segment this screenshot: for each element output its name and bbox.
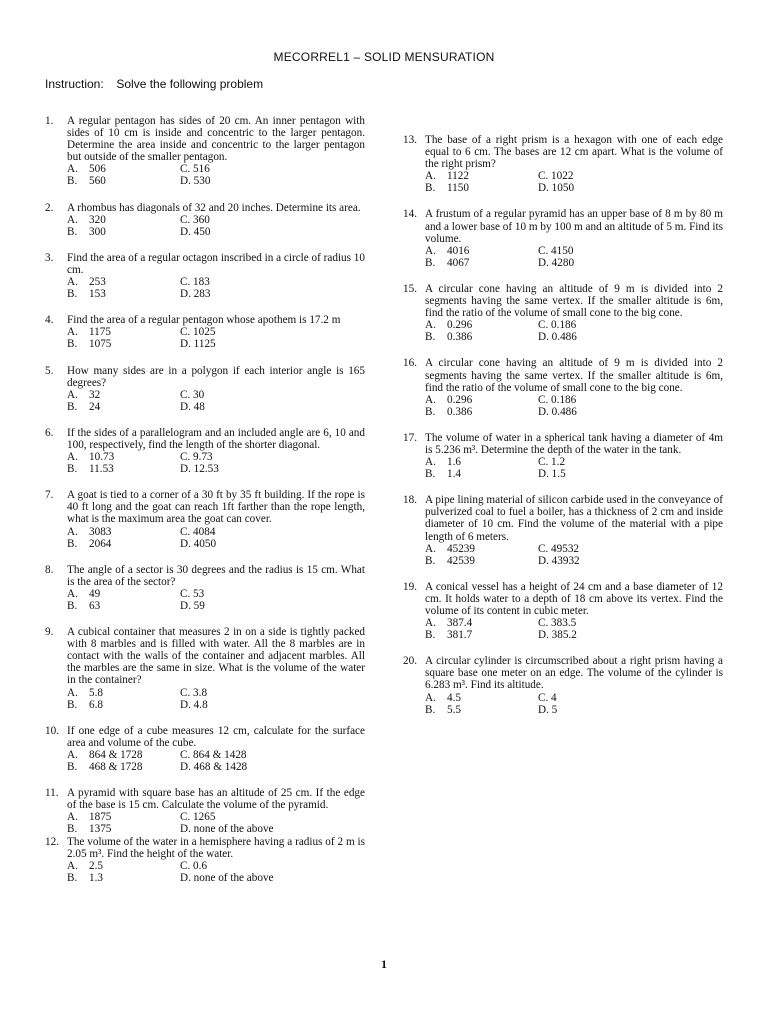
question-text: A cubical container that measures 2 in on a side is tightly packed with 8 marbles and is filled with water. All the 8 marbles are in contact with the walls of the container and adjacent marbles. All the marbles are the same in size. What is the volume of the water in the container? [67, 626, 365, 687]
choice-value: 5.5 [447, 703, 461, 716]
answer-choice [180, 749, 293, 761]
answer-choice [67, 749, 180, 761]
choice-value: D. 5 [538, 703, 558, 716]
answer-choice [67, 338, 180, 350]
choice-value: C. 30 [180, 388, 205, 401]
question-number: 16. [403, 357, 417, 370]
choice-value: 1175 [89, 326, 111, 339]
choice-value: D. 450 [180, 225, 211, 238]
answer-choice [67, 811, 180, 823]
document-title: MECORREL1 – SOLID MENSURATION [273, 50, 495, 64]
choice-value: C. 1265 [180, 811, 216, 824]
choice-letter: A. [425, 393, 436, 406]
question-text: A conical vessel has a height of 24 cm and a base diameter of 12 cm. It holds water to a depth of 18 cm above its vertex. Find the volume of its content in cubic meter. [425, 580, 723, 617]
question-text: If the sides of a parallelogram and an included angle are 6, 10 and 100, respectively, find the length of the shorter diagonal. [67, 426, 365, 451]
answer-choice [180, 451, 293, 463]
choice-letter: B. [67, 288, 78, 301]
choice-letter: B. [425, 629, 436, 642]
answer-choice [538, 182, 651, 194]
answer-choice [538, 331, 651, 343]
choice-value: 1122 [447, 170, 469, 183]
answer-choice [67, 687, 180, 699]
question-number: 18. [403, 494, 417, 507]
choice-letter: B. [425, 331, 436, 344]
choice-value: 1375 [89, 823, 112, 836]
question-item [45, 252, 365, 300]
question-item [45, 787, 365, 835]
question-number: 17. [403, 431, 417, 444]
choice-value: 506 [89, 163, 106, 176]
answer-choice [67, 389, 180, 401]
choice-letter: B. [67, 871, 78, 884]
question-number: 7. [45, 489, 54, 502]
question-text: A rhombus has diagonals of 32 and 20 inches. Determine its area. [67, 201, 361, 214]
choice-value: 5.8 [89, 686, 103, 699]
answer-choice [180, 860, 293, 872]
choice-letter: A. [425, 170, 436, 183]
choice-value: 1150 [447, 182, 469, 195]
choice-value: C. 0.186 [538, 393, 577, 406]
question-item [403, 655, 723, 715]
choice-value: 2.5 [89, 859, 103, 872]
answer-choice [538, 245, 651, 257]
choice-letter: A. [67, 163, 78, 176]
question-item [45, 626, 365, 711]
choice-letter: A. [67, 451, 78, 464]
choice-value: C. 4084 [180, 525, 216, 538]
question-item [45, 427, 365, 475]
answer-choice [425, 319, 538, 331]
choice-value: D. 530 [180, 175, 211, 188]
choice-value: 381.7 [447, 629, 473, 642]
answer-choice [425, 245, 538, 257]
question-text: A circular cylinder is circumscribed about a right prism having a square base one meter on an edge. The volume of the cylinder is 6.283 m³. Find its altitude. [425, 655, 723, 692]
answer-choice [67, 600, 180, 612]
question-number: 10. [45, 724, 59, 737]
page-number: 1 [381, 957, 387, 971]
answer-choice [180, 872, 293, 884]
answer-choice [538, 543, 651, 555]
question-text: A frustum of a regular pyramid has an upper base of 8 m by 80 m and a lower base of 10 m by 100 m and an altitude of 5 m. Find its volume. [425, 208, 723, 245]
choice-value: D. 4280 [538, 256, 575, 269]
choice-letter: A. [67, 859, 78, 872]
answer-choice [180, 288, 293, 300]
answer-choice [425, 331, 538, 343]
choice-letter: A. [67, 326, 78, 339]
answer-choice [180, 538, 293, 550]
question-number: 9. [45, 626, 54, 639]
choice-letter: A. [67, 748, 78, 761]
question-item [403, 208, 723, 268]
answer-choice [425, 617, 538, 629]
choice-value: D. 0.486 [538, 405, 577, 418]
answer-choice [538, 555, 651, 567]
choice-letter: B. [425, 703, 436, 716]
choice-value: C. 864 & 1428 [180, 748, 247, 761]
answer-choice [67, 588, 180, 600]
question-text: The volume of the water in a hemisphere having a radius of 2 m is 2.05 m³. Find the height of the water. [67, 835, 365, 860]
answer-choice [180, 226, 293, 238]
choice-value: 4.5 [447, 691, 461, 704]
choice-letter: B. [67, 761, 78, 774]
choice-value: 0.386 [447, 405, 473, 418]
question-text: The base of a right prism is a hexagon with one of each edge equal to 6 cm. The bases are 12 cm apart. What is the volume of the right prism? [425, 134, 723, 171]
answer-choice [425, 629, 538, 641]
question-text: A circular cone having an altitude of 9 m is divided into 2 segments having the same vertex. If the smaller altitude is 6m, find the ratio of the volume of small cone to the big cone. [425, 357, 723, 394]
answer-choice [180, 811, 293, 823]
choice-letter: B. [67, 463, 78, 476]
question-number: 1. [45, 115, 54, 127]
answer-choice [538, 629, 651, 641]
choice-letter: A. [425, 319, 436, 332]
answer-choice [67, 163, 180, 175]
question-text: If one edge of a cube measures 12 cm, calculate for the surface area and volume of the cube. [67, 724, 365, 749]
question-number: 13. [403, 134, 417, 146]
choice-value: 1875 [89, 811, 112, 824]
question-item [403, 432, 723, 480]
choice-letter: B. [67, 823, 78, 836]
question-number: 4. [45, 314, 54, 327]
answer-choice [425, 468, 538, 480]
answer-choice [67, 276, 180, 288]
choice-value: C. 516 [180, 163, 210, 176]
choice-letter: B. [67, 400, 78, 413]
answer-choice [180, 588, 293, 600]
choice-value: 387.4 [447, 617, 473, 630]
choice-letter: A. [425, 244, 436, 257]
choice-value: 1.4 [447, 468, 461, 481]
choice-letter: B. [67, 600, 78, 612]
answer-choice [538, 257, 651, 269]
choice-value: 1.3 [89, 871, 103, 884]
choice-value: D. 385.2 [538, 629, 577, 642]
choice-value: 42539 [447, 554, 475, 567]
question-item [403, 134, 723, 194]
choice-value: 3083 [89, 525, 112, 538]
choice-letter: B. [425, 554, 436, 567]
answer-choice [538, 468, 651, 480]
answer-choice [538, 394, 651, 406]
answer-choice [67, 288, 180, 300]
answer-choice [180, 687, 293, 699]
question-item [45, 365, 365, 413]
answer-choice [180, 389, 293, 401]
answer-choice [425, 257, 538, 269]
right-question-column [403, 134, 723, 730]
choice-value: D. 4050 [180, 537, 217, 550]
choice-value: C. 0.186 [538, 319, 577, 332]
choice-value: 864 & 1728 [89, 748, 143, 761]
answer-choice [180, 526, 293, 538]
question-text: A pipe lining material of silicon carbide used in the conveyance of pulverized coal to fuel a boiler, has a thickness of 2 cm and inside diameter of 10 cm. Find the volume of the material with a pipe length of 6 meters. [425, 494, 723, 543]
answer-choice [538, 456, 651, 468]
question-item [45, 564, 365, 612]
choice-value: D. 1.5 [538, 468, 566, 481]
choice-value: C. 3.8 [180, 686, 208, 699]
question-text: The volume of water in a spherical tank having a diameter of 4m is 5.236 m³. Determine the depth of the water in the tank. [425, 431, 723, 456]
choice-letter: B. [425, 468, 436, 481]
question-number: 14. [403, 208, 417, 221]
choice-value: 0.296 [447, 393, 473, 406]
question-item [403, 283, 723, 343]
choice-value: 6.8 [89, 698, 103, 711]
choice-letter: A. [67, 686, 78, 699]
choice-value: C. 183 [180, 276, 210, 289]
question-item [45, 314, 365, 350]
answer-choice [538, 406, 651, 418]
answer-choice [67, 860, 180, 872]
question-item [403, 581, 723, 641]
choice-value: D. 43932 [538, 554, 580, 567]
choice-value: 49 [89, 587, 101, 600]
question-number: 19. [403, 580, 417, 593]
question-number: 5. [45, 364, 54, 377]
choice-value: 63 [89, 600, 101, 612]
choice-letter: A. [425, 691, 436, 704]
choice-value: 4067 [447, 256, 470, 269]
answer-choice [67, 463, 180, 475]
choice-value: 300 [89, 225, 106, 238]
answer-choice [180, 600, 293, 612]
choice-value: D. none of the above [180, 871, 274, 884]
answer-choice [425, 456, 538, 468]
answer-choice [180, 699, 293, 711]
choice-value: 1.6 [447, 456, 461, 469]
choice-value: 4016 [447, 244, 470, 257]
question-item [403, 357, 723, 417]
answer-choice [67, 175, 180, 187]
choice-value: D. 0.486 [538, 331, 577, 344]
choice-letter: B. [67, 698, 78, 711]
question-text: A pyramid with square base has an altitude of 25 cm. If the edge of the base is 15 cm. Calculate the volume of the pyramid. [67, 787, 365, 812]
question-number: 3. [45, 251, 54, 264]
choice-value: D. 4.8 [180, 698, 208, 711]
question-item [45, 489, 365, 549]
choice-value: D. none of the above [180, 823, 274, 836]
answer-choice [425, 704, 538, 716]
left-question-column [45, 115, 365, 898]
question-number: 6. [45, 426, 54, 439]
choice-value: 153 [89, 288, 106, 301]
question-number: 8. [45, 563, 54, 576]
question-number: 11. [45, 787, 59, 800]
answer-choice [425, 394, 538, 406]
answer-choice [180, 338, 293, 350]
answer-choice [180, 823, 293, 835]
question-item [45, 115, 365, 188]
choice-value: C. 0.6 [180, 859, 208, 872]
answer-choice [538, 170, 651, 182]
choice-letter: A. [67, 213, 78, 226]
question-item [45, 725, 365, 773]
answer-choice [538, 704, 651, 716]
choice-letter: B. [425, 405, 436, 418]
choice-letter: A. [425, 542, 436, 555]
answer-choice [67, 526, 180, 538]
question-text: The angle of a sector is 30 degrees and the radius is 15 cm. What is the area of the sector? [67, 563, 365, 588]
choice-letter: B. [67, 338, 78, 351]
choice-value: 32 [89, 388, 101, 401]
choice-value: C. 4150 [538, 244, 574, 257]
choice-letter: A. [425, 456, 436, 469]
answer-choice [67, 401, 180, 413]
choice-letter: A. [67, 811, 78, 824]
answer-choice [538, 319, 651, 331]
choice-value: C. 1.2 [538, 456, 566, 469]
instruction-line [45, 77, 263, 91]
choice-value: 560 [89, 175, 106, 188]
choice-letter: B. [425, 256, 436, 269]
answer-choice [67, 226, 180, 238]
answer-choice [67, 823, 180, 835]
choice-letter: B. [67, 537, 78, 550]
choice-value: C. 1022 [538, 170, 574, 183]
answer-choice [180, 175, 293, 187]
instruction-label: Instruction: [45, 77, 104, 91]
choice-value: D. 1050 [538, 182, 575, 195]
choice-value: 2064 [89, 537, 112, 550]
choice-letter: A. [67, 276, 78, 289]
question-number: 15. [403, 282, 417, 295]
choice-value: C. 360 [180, 213, 210, 226]
answer-choice [180, 326, 293, 338]
choice-value: C. 9.73 [180, 451, 213, 464]
choice-value: D. 283 [180, 288, 211, 301]
question-text: How many sides are in a polygon if each interior angle is 165 degrees? [67, 364, 365, 389]
question-text: A circular cone having an altitude of 9 m is divided into 2 segments having the same vertex. If the smaller altitude is 6m, find the ratio of the volume of small cone to the big cone. [425, 282, 723, 320]
choice-value: 10.73 [89, 451, 115, 464]
choice-value: 320 [89, 213, 106, 226]
choice-value: D. 468 & 1428 [180, 761, 248, 774]
answer-choice [425, 692, 538, 704]
choice-value: 45239 [447, 542, 475, 555]
answer-choice [538, 692, 651, 704]
choice-letter: B. [67, 225, 78, 238]
answer-choice [538, 617, 651, 629]
answer-choice [180, 463, 293, 475]
answer-choice [180, 163, 293, 175]
choice-value: C. 383.5 [538, 617, 577, 630]
question-number: 20. [403, 655, 417, 668]
choice-value: D. 59 [180, 600, 205, 612]
choice-value: D. 1125 [180, 338, 216, 351]
choice-letter: A. [67, 525, 78, 538]
choice-value: 0.296 [447, 319, 473, 332]
choice-value: C. 1025 [180, 326, 216, 339]
question-item [45, 202, 365, 238]
instruction-text: Solve the following problem [116, 77, 264, 91]
choice-value: 24 [89, 400, 101, 413]
question-number: 12. [45, 835, 59, 848]
choice-value: C. 4 [538, 691, 557, 704]
answer-choice [180, 214, 293, 226]
answer-choice [67, 326, 180, 338]
question-text: A regular pentagon has sides of 20 cm. An inner pentagon with sides of 10 cm is inside and concentric to the larger pentagon. Determine the area inside and concentric to the larger pentagon but outside of the smaller pentagon. [67, 115, 365, 164]
question-item [403, 494, 723, 567]
answer-choice [67, 872, 180, 884]
question-number: 2. [45, 201, 54, 214]
choice-value: 468 & 1728 [89, 761, 143, 774]
choice-value: C. 49532 [538, 542, 580, 555]
choice-letter: A. [425, 617, 436, 630]
answer-choice [180, 276, 293, 288]
answer-choice [180, 401, 293, 413]
answer-choice [425, 555, 538, 567]
choice-letter: A. [67, 388, 78, 401]
choice-value: 1075 [89, 338, 112, 351]
question-text: A goat is tied to a corner of a 30 ft by 35 ft building. If the rope is 40 ft long and the goat can reach 1ft farther than the rope length, what is the maximum area the goat can cover. [67, 489, 365, 526]
question-text: Find the area of a regular pentagon whose apothem is 17.2 m [67, 314, 341, 327]
choice-letter: B. [425, 182, 436, 195]
answer-choice [67, 761, 180, 773]
answer-choice [425, 406, 538, 418]
choice-letter: B. [67, 175, 78, 188]
choice-value: C. 53 [180, 587, 205, 600]
answer-choice [67, 214, 180, 226]
choice-value: 11.53 [89, 463, 114, 476]
answer-choice [425, 543, 538, 555]
choice-value: 253 [89, 276, 106, 289]
choice-letter: A. [67, 587, 78, 600]
answer-choice [425, 170, 538, 182]
choice-value: D. 12.53 [180, 463, 219, 476]
answer-choice [67, 451, 180, 463]
question-item [45, 836, 365, 884]
choice-value: D. 48 [180, 400, 205, 413]
answer-choice [180, 761, 293, 773]
question-text: Find the area of a regular octagon inscribed in a circle of radius 10 cm. [67, 251, 365, 276]
answer-choice [67, 699, 180, 711]
answer-choice [425, 182, 538, 194]
choice-value: 0.386 [447, 331, 473, 344]
answer-choice [67, 538, 180, 550]
